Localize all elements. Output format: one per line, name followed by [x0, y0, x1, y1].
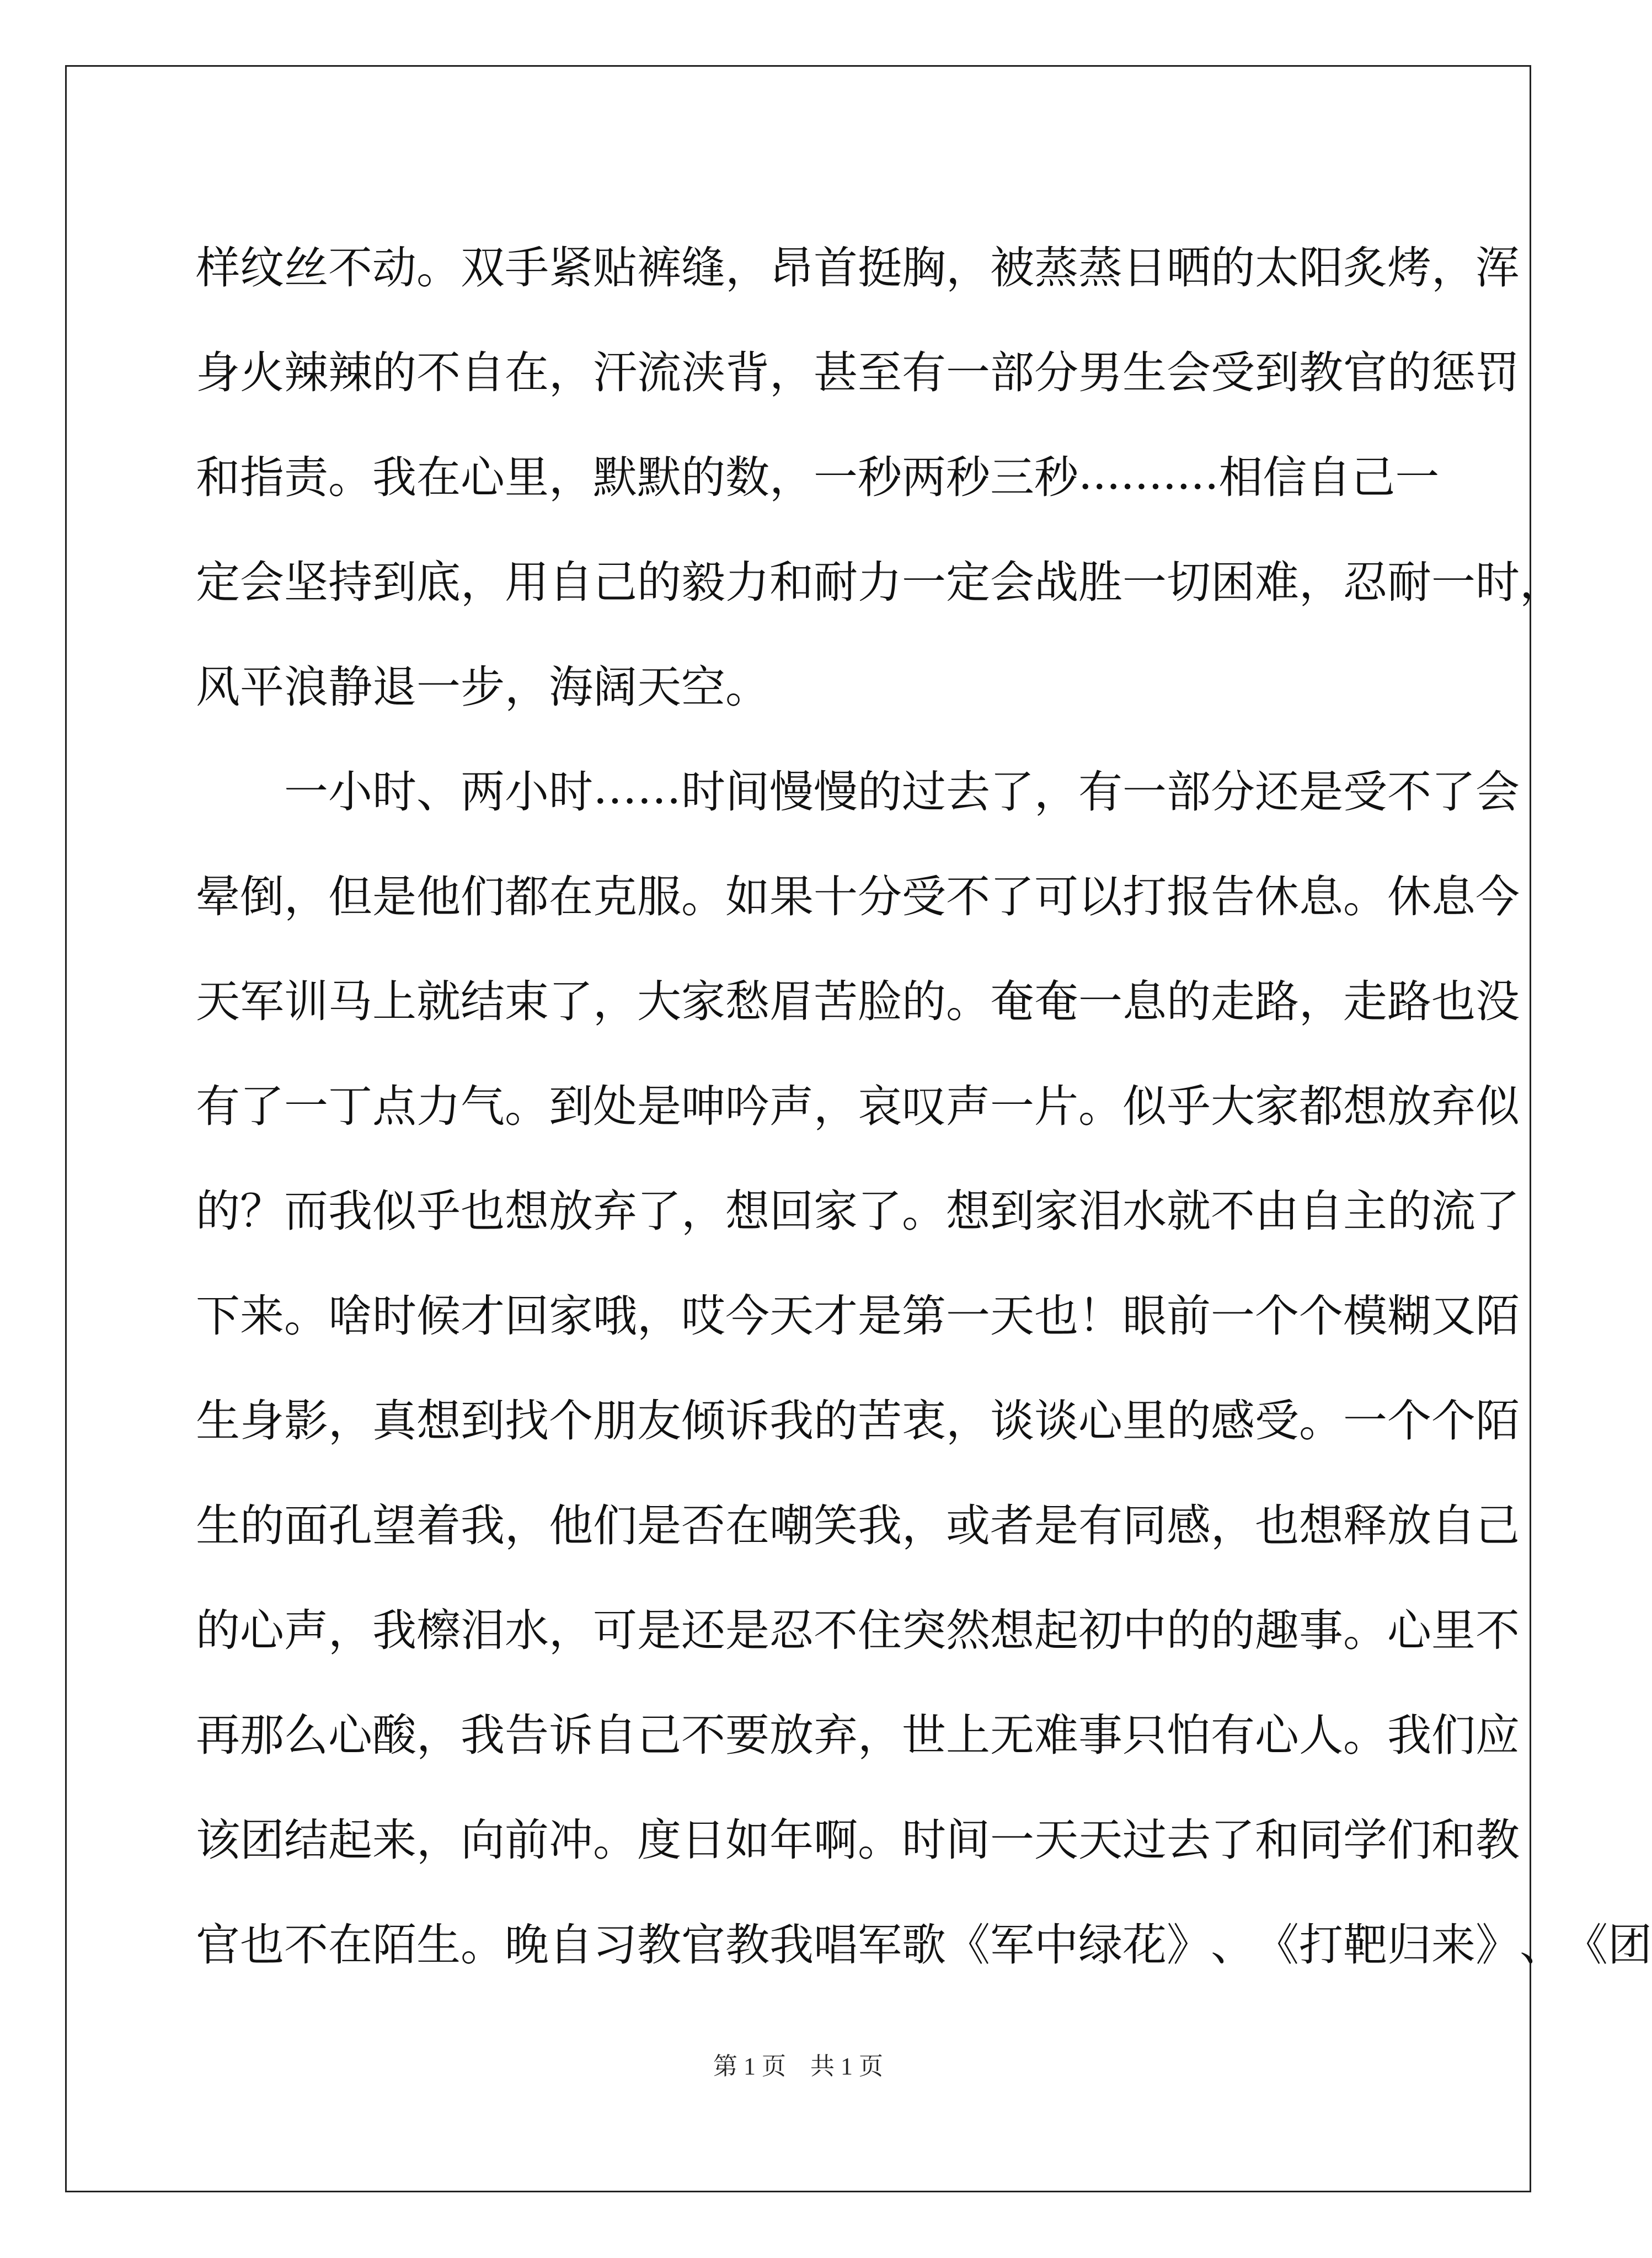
text-line: 官 也 不 在 陌 生 。 晚 自 习 教 官 教 我 唱 军 歌 《 军 中 绿 花 》 、 《 打 靶 归 来 》 、 《 团	[196, 1919, 1652, 1971]
text-line: 和 指 责 。 我 在 心 里 ， 默 默 的 数 ， 一 秒 两 秒 三 秒 . . . . . . . . . . 相 信 自 己 一	[196, 447, 1440, 503]
text-line: 天 军 训 马 上 就 结 束 了 ， 大 家 愁 眉 苦 脸 的 。 奄 奄 一 息 的 走 路 ， 走 路 也 没	[196, 975, 1520, 1027]
text-line: 风平浪静退一步，海阔天空。	[196, 661, 769, 713]
text-line: 生 身 影 ， 真 想 到 找 个 朋 友 倾 诉 我 的 苦 衷 ， 谈 谈 心 里 的 感 受 。 一 个 个 陌	[196, 1395, 1520, 1446]
text-line: 样 纹 丝 不 动 。 双 手 紧 贴 裤 缝 ， 昂 首 挺 胸 ， 被 蒸 蒸 日 晒 的 太 阳 炙 烤 ， 浑	[196, 242, 1520, 293]
text-line: 身 火 辣 辣 的 不 自 在 ， 汗 流 浃 背 ， 甚 至 有 一 部 分 男 生 会 受 到 教 官 的 惩 罚	[196, 346, 1520, 398]
text-line: 生 的 面 孔 望 着 我 ， 他 们 是 否 在 嘲 笑 我 ， 或 者 是 有 同 感 ， 也 想 释 放 自 己	[196, 1499, 1520, 1551]
text-line: 有 了 一 丁 点 力 气 。 到 处 是 呻 吟 声 ， 哀 叹 声 一 片 。 似 乎 大 家 都 想 放 弃 似	[196, 1080, 1520, 1132]
text-line: 定 会 坚 持 到 底 ， 用 自 己 的 毅 力 和 耐 力 一 定 会 战 胜 一 切 困 难 ， 忍 耐 一 时 ，	[196, 556, 1564, 608]
text-line: 一 小 时 、 两 小 时 … … 时 间 慢 慢 的 过 去 了 ， 有 一 部 分 还 是 受 不 了 会	[284, 762, 1520, 818]
text-line: 再 那 么 心 酸 ， 我 告 诉 自 己 不 要 放 弃 ， 世 上 无 难 事 只 怕 有 心 人 。 我 们 应	[196, 1709, 1520, 1761]
text-line: 的 心 声 ， 我 檫 泪 水 ， 可 是 还 是 忍 不 住 突 然 想 起 初 中 的 的 趣 事 。 心 里 不	[196, 1604, 1520, 1656]
text-line: 下 来 。 啥 时 候 才 回 家 哦 ， 哎 今 天 才 是 第 一 天 也 ！ 眼 前 一 个 个 模 糊 又 陌	[196, 1290, 1520, 1342]
document-body	[196, 211, 1652, 1993]
page-number: 第 1 页 共 1 页	[713, 2053, 883, 2080]
text-line: 晕 倒 ， 但 是 他 们 都 在 克 服 。 如 果 十 分 受 不 了 可 以 打 报 告 休 息 。 休 息 今	[196, 871, 1520, 922]
text-line: 该 团 结 起 来 ， 向 前 冲 。 度 日 如 年 啊 。 时 间 一 天 天 过 去 了 和 同 学 们 和 教	[196, 1814, 1520, 1866]
text-line: 的 ？ 而 我 似 乎 也 想 放 弃 了 ， 想 回 家 了 。 想 到 家 泪 水 就 不 由 自 主 的 流 了	[196, 1185, 1520, 1237]
